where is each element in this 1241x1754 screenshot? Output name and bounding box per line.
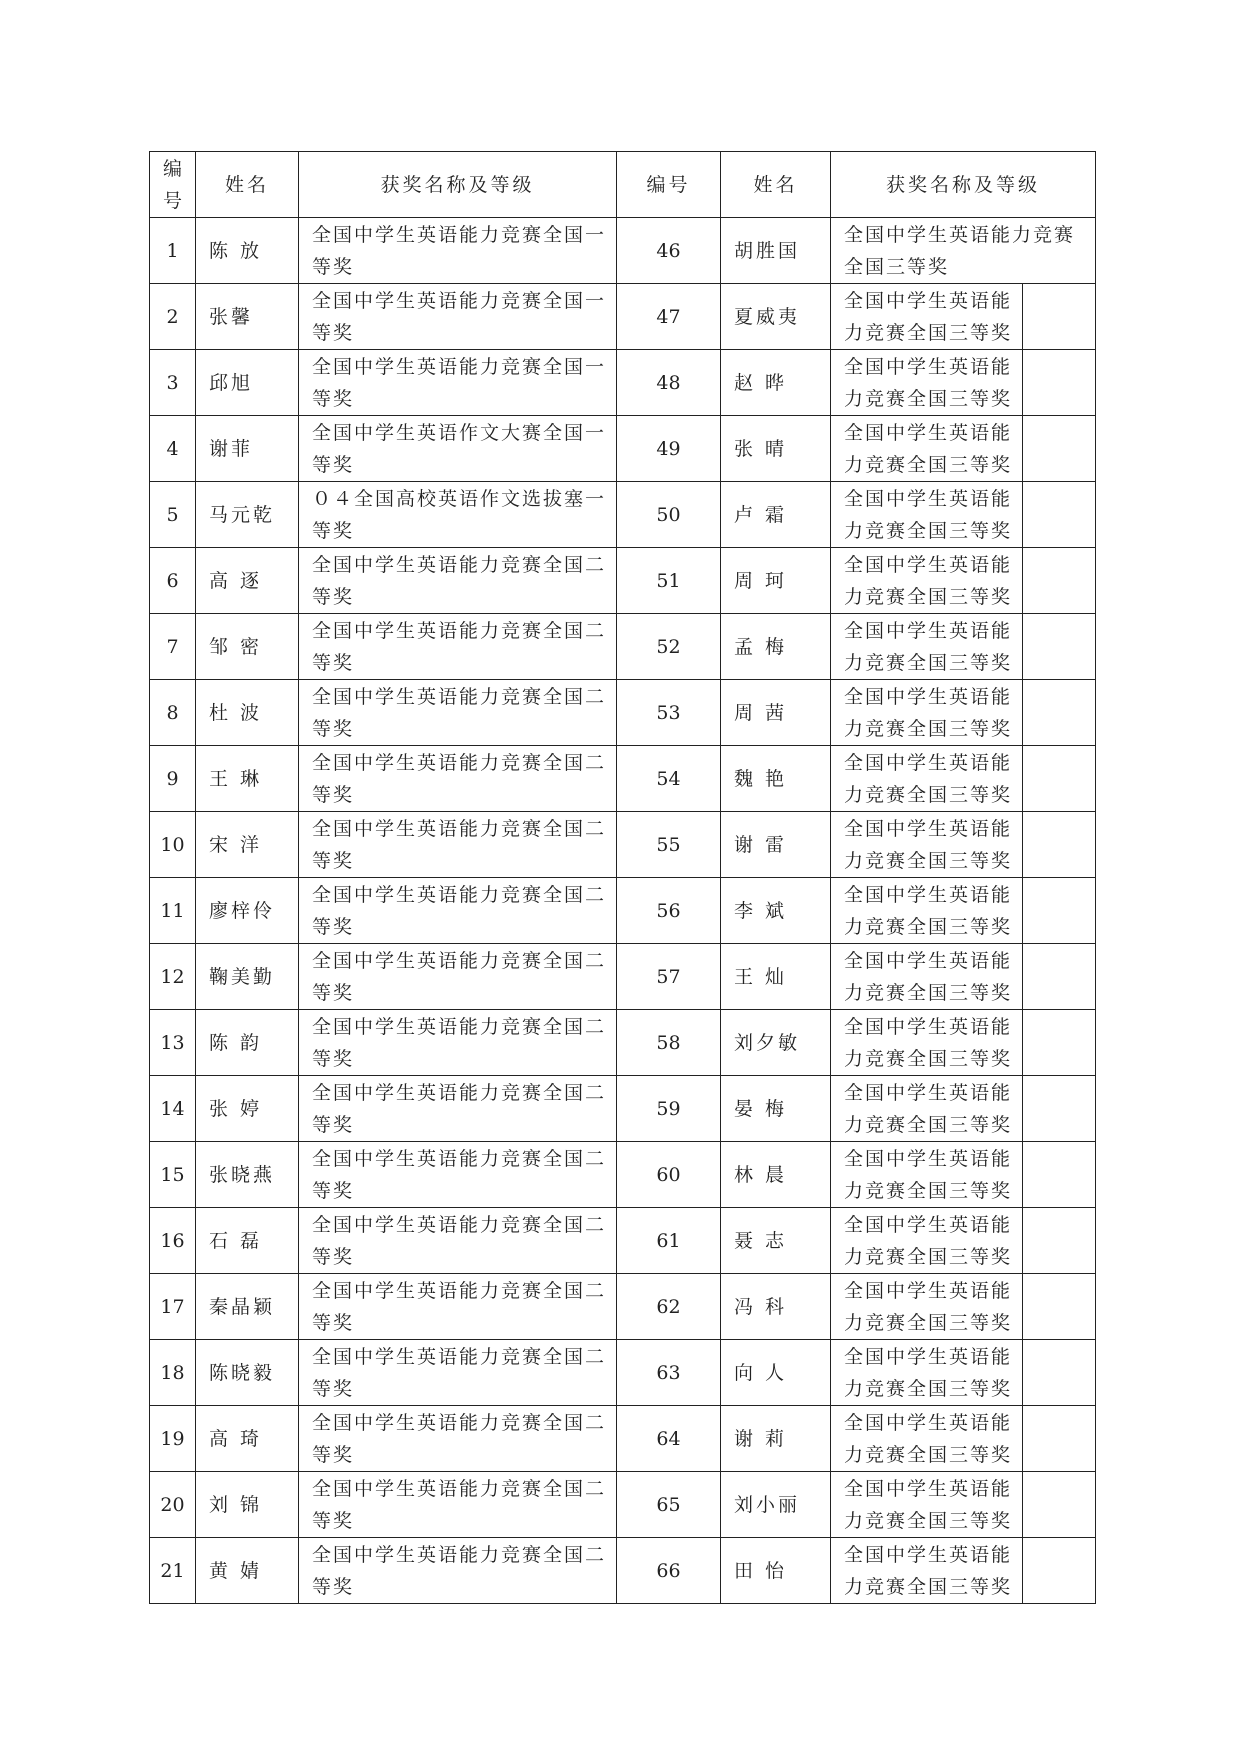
row-award-right <box>831 1472 1096 1538</box>
row-award-right <box>831 1274 1096 1340</box>
row-number-right: 55 <box>617 812 721 878</box>
row-award-left: 全国中学生英语能力竞赛全国二等奖 <box>299 548 617 614</box>
row-award-left: 全国中学生英语能力竞赛全国二等奖 <box>299 1472 617 1538</box>
table-body <box>150 218 1096 1604</box>
row-name-right: 魏 艳 <box>721 746 831 812</box>
row-award-left: 全国中学生英语作文大赛全国一等奖 <box>299 416 617 482</box>
row-number-left: 4 <box>150 416 196 482</box>
row-name-left: 陈 韵 <box>196 1010 299 1076</box>
row-name-right: 孟 梅 <box>721 614 831 680</box>
row-award-right <box>831 1538 1096 1604</box>
row-award-right-text: 全国中学生英语能力竞赛全国三等奖 <box>844 548 1023 614</box>
row-award-right <box>831 746 1096 812</box>
row-award-right-text: 全国中学生英语能力竞赛全国三等奖 <box>844 416 1023 482</box>
table-row <box>150 878 1096 944</box>
row-award-right <box>831 1208 1096 1274</box>
row-award-left: 全国中学生英语能力竞赛全国一等奖 <box>299 218 617 284</box>
table-row <box>150 1142 1096 1208</box>
row-award-right-text: 全国中学生英语能力竞赛全国三等奖 <box>844 482 1023 548</box>
row-award-right: 全国中学生英语能力竞赛全国三等奖 <box>831 218 1096 284</box>
header-number-left: 编号 <box>150 152 196 218</box>
row-number-left: 20 <box>150 1472 196 1538</box>
row-award-right-text: 全国中学生英语能力竞赛全国三等奖 <box>844 680 1023 746</box>
row-award-right <box>831 1142 1096 1208</box>
row-number-right: 52 <box>617 614 721 680</box>
row-award-right <box>831 878 1096 944</box>
row-award-right <box>831 1340 1096 1406</box>
row-number-right: 60 <box>617 1142 721 1208</box>
row-award-right <box>831 1076 1096 1142</box>
row-number-right: 56 <box>617 878 721 944</box>
row-award-left: 全国中学生英语能力竞赛全国二等奖 <box>299 680 617 746</box>
table-row <box>150 1208 1096 1274</box>
row-award-right <box>831 350 1096 416</box>
row-name-left: 鞠美勤 <box>196 944 299 1010</box>
row-award-right <box>831 614 1096 680</box>
table-row <box>150 1340 1096 1406</box>
row-award-left: 全国中学生英语能力竞赛全国二等奖 <box>299 1538 617 1604</box>
row-number-right: 48 <box>617 350 721 416</box>
row-number-left: 3 <box>150 350 196 416</box>
row-number-right: 57 <box>617 944 721 1010</box>
row-award-right <box>831 680 1096 746</box>
header-name-left: 姓名 <box>196 152 299 218</box>
row-award-left: 全国中学生英语能力竞赛全国二等奖 <box>299 1010 617 1076</box>
row-award-left: 全国中学生英语能力竞赛全国二等奖 <box>299 812 617 878</box>
row-name-right: 林 晨 <box>721 1142 831 1208</box>
row-number-left: 21 <box>150 1538 196 1604</box>
row-award-right <box>831 548 1096 614</box>
row-award-right-text: 全国中学生英语能力竞赛全国三等奖 <box>844 1538 1023 1604</box>
row-number-right: 66 <box>617 1538 721 1604</box>
row-name-right: 李 斌 <box>721 878 831 944</box>
row-name-left: 张馨 <box>196 284 299 350</box>
table-row <box>150 1538 1096 1604</box>
table-row <box>150 1010 1096 1076</box>
row-number-left: 12 <box>150 944 196 1010</box>
row-name-right: 周 珂 <box>721 548 831 614</box>
table-row <box>150 482 1096 548</box>
row-number-right: 47 <box>617 284 721 350</box>
row-award-left: 全国中学生英语能力竞赛全国二等奖 <box>299 1208 617 1274</box>
row-name-left: 陈 放 <box>196 218 299 284</box>
row-name-right: 田 怡 <box>721 1538 831 1604</box>
row-number-left: 7 <box>150 614 196 680</box>
row-award-left: 全国中学生英语能力竞赛全国二等奖 <box>299 944 617 1010</box>
row-number-right: 50 <box>617 482 721 548</box>
table-row <box>150 350 1096 416</box>
row-name-right: 谢 雷 <box>721 812 831 878</box>
row-award-left: 全国中学生英语能力竞赛全国二等奖 <box>299 1274 617 1340</box>
header-name-right: 姓名 <box>721 152 831 218</box>
row-number-right: 51 <box>617 548 721 614</box>
table-row <box>150 812 1096 878</box>
row-award-left: ０４全国高校英语作文选拔塞一等奖 <box>299 482 617 548</box>
row-number-left: 17 <box>150 1274 196 1340</box>
row-number-right: 65 <box>617 1472 721 1538</box>
row-award-right <box>831 1406 1096 1472</box>
row-number-left: 8 <box>150 680 196 746</box>
header-number-right: 编号 <box>617 152 721 218</box>
row-award-left: 全国中学生英语能力竞赛全国二等奖 <box>299 1076 617 1142</box>
row-number-left: 9 <box>150 746 196 812</box>
table-row <box>150 548 1096 614</box>
table-row <box>150 218 1096 284</box>
document-page <box>149 151 1095 1604</box>
row-number-left: 13 <box>150 1010 196 1076</box>
row-number-right: 46 <box>617 218 721 284</box>
row-award-right-text: 全国中学生英语能力竞赛全国三等奖 <box>844 1274 1023 1340</box>
row-award-right-text: 全国中学生英语能力竞赛全国三等奖 <box>844 1340 1023 1406</box>
row-name-left: 张晓燕 <box>196 1142 299 1208</box>
row-name-right: 张 晴 <box>721 416 831 482</box>
row-name-right: 周 茜 <box>721 680 831 746</box>
row-award-right-text: 全国中学生英语能力竞赛全国三等奖 <box>844 1076 1023 1142</box>
row-name-right: 刘小丽 <box>721 1472 831 1538</box>
row-award-right-text: 全国中学生英语能力竞赛全国三等奖 <box>844 614 1023 680</box>
awards-table <box>149 151 1096 1604</box>
row-number-left: 18 <box>150 1340 196 1406</box>
row-number-left: 11 <box>150 878 196 944</box>
row-award-right-text: 全国中学生英语能力竞赛全国三等奖 <box>844 350 1023 416</box>
row-number-left: 5 <box>150 482 196 548</box>
row-award-right-text: 全国中学生英语能力竞赛全国三等奖 <box>844 1142 1023 1208</box>
row-number-right: 62 <box>617 1274 721 1340</box>
table-row <box>150 1406 1096 1472</box>
row-award-right-text: 全国中学生英语能力竞赛全国三等奖 <box>844 1010 1023 1076</box>
row-award-right <box>831 812 1096 878</box>
row-award-right-text: 全国中学生英语能力竞赛全国三等奖 <box>844 1406 1023 1472</box>
row-name-right: 刘夕敏 <box>721 1010 831 1076</box>
row-award-left: 全国中学生英语能力竞赛全国二等奖 <box>299 1142 617 1208</box>
row-name-right: 向 人 <box>721 1340 831 1406</box>
row-name-left: 邹 密 <box>196 614 299 680</box>
row-name-left: 杜 波 <box>196 680 299 746</box>
row-award-right-text: 全国中学生英语能力竞赛全国三等奖 <box>844 1472 1023 1538</box>
row-name-right: 聂 志 <box>721 1208 831 1274</box>
row-name-right: 胡胜国 <box>721 218 831 284</box>
row-name-left: 邱旭 <box>196 350 299 416</box>
row-award-left: 全国中学生英语能力竞赛全国二等奖 <box>299 1406 617 1472</box>
row-award-right-text: 全国中学生英语能力竞赛全国三等奖 <box>844 812 1023 878</box>
row-number-right: 59 <box>617 1076 721 1142</box>
row-name-right: 赵 晔 <box>721 350 831 416</box>
row-number-left: 10 <box>150 812 196 878</box>
header-award-left: 获奖名称及等级 <box>299 152 617 218</box>
row-name-left: 黄 婧 <box>196 1538 299 1604</box>
row-name-right: 晏 梅 <box>721 1076 831 1142</box>
row-number-left: 6 <box>150 548 196 614</box>
row-number-left: 19 <box>150 1406 196 1472</box>
row-number-right: 53 <box>617 680 721 746</box>
row-name-right: 卢 霜 <box>721 482 831 548</box>
row-award-left: 全国中学生英语能力竞赛全国二等奖 <box>299 878 617 944</box>
row-award-left: 全国中学生英语能力竞赛全国二等奖 <box>299 614 617 680</box>
row-name-left: 石 磊 <box>196 1208 299 1274</box>
row-award-left: 全国中学生英语能力竞赛全国二等奖 <box>299 1340 617 1406</box>
table-row <box>150 284 1096 350</box>
row-award-left: 全国中学生英语能力竞赛全国二等奖 <box>299 746 617 812</box>
table-row <box>150 416 1096 482</box>
row-name-right: 王 灿 <box>721 944 831 1010</box>
row-name-right: 夏威夷 <box>721 284 831 350</box>
row-number-right: 64 <box>617 1406 721 1472</box>
row-award-right <box>831 416 1096 482</box>
row-number-left: 16 <box>150 1208 196 1274</box>
row-name-left: 高 逐 <box>196 548 299 614</box>
table-row <box>150 944 1096 1010</box>
row-award-right <box>831 944 1096 1010</box>
row-name-left: 廖梓伶 <box>196 878 299 944</box>
table-row <box>150 614 1096 680</box>
row-number-right: 61 <box>617 1208 721 1274</box>
row-number-left: 14 <box>150 1076 196 1142</box>
row-number-left: 15 <box>150 1142 196 1208</box>
table-row <box>150 1472 1096 1538</box>
table-row <box>150 1274 1096 1340</box>
row-award-right-text: 全国中学生英语能力竞赛全国三等奖 <box>844 878 1023 944</box>
row-number-right: 54 <box>617 746 721 812</box>
table-header-row <box>150 152 1096 218</box>
row-name-left: 高 琦 <box>196 1406 299 1472</box>
row-number-right: 58 <box>617 1010 721 1076</box>
row-number-right: 63 <box>617 1340 721 1406</box>
row-award-left: 全国中学生英语能力竞赛全国一等奖 <box>299 350 617 416</box>
table-row <box>150 680 1096 746</box>
table-row <box>150 746 1096 812</box>
row-name-left: 张 婷 <box>196 1076 299 1142</box>
row-award-right <box>831 482 1096 548</box>
row-name-right: 冯 科 <box>721 1274 831 1340</box>
row-award-right <box>831 1010 1096 1076</box>
row-award-right-text: 全国中学生英语能力竞赛全国三等奖 <box>844 284 1023 350</box>
row-award-right-text: 全国中学生英语能力竞赛全国三等奖 <box>844 1208 1023 1274</box>
row-number-right: 49 <box>617 416 721 482</box>
row-name-left: 刘 锦 <box>196 1472 299 1538</box>
row-award-left: 全国中学生英语能力竞赛全国一等奖 <box>299 284 617 350</box>
row-name-right: 谢 莉 <box>721 1406 831 1472</box>
row-name-left: 王 琳 <box>196 746 299 812</box>
header-award-right: 获奖名称及等级 <box>831 152 1096 218</box>
table-row <box>150 1076 1096 1142</box>
row-name-left: 谢菲 <box>196 416 299 482</box>
row-award-right-text: 全国中学生英语能力竞赛全国三等奖 <box>844 746 1023 812</box>
row-award-right-text: 全国中学生英语能力竞赛全国三等奖 <box>844 944 1023 1010</box>
row-number-left: 2 <box>150 284 196 350</box>
row-award-right <box>831 284 1096 350</box>
row-name-left: 宋 洋 <box>196 812 299 878</box>
row-name-left: 秦晶颖 <box>196 1274 299 1340</box>
row-name-left: 陈晓毅 <box>196 1340 299 1406</box>
row-number-left: 1 <box>150 218 196 284</box>
row-name-left: 马元乾 <box>196 482 299 548</box>
